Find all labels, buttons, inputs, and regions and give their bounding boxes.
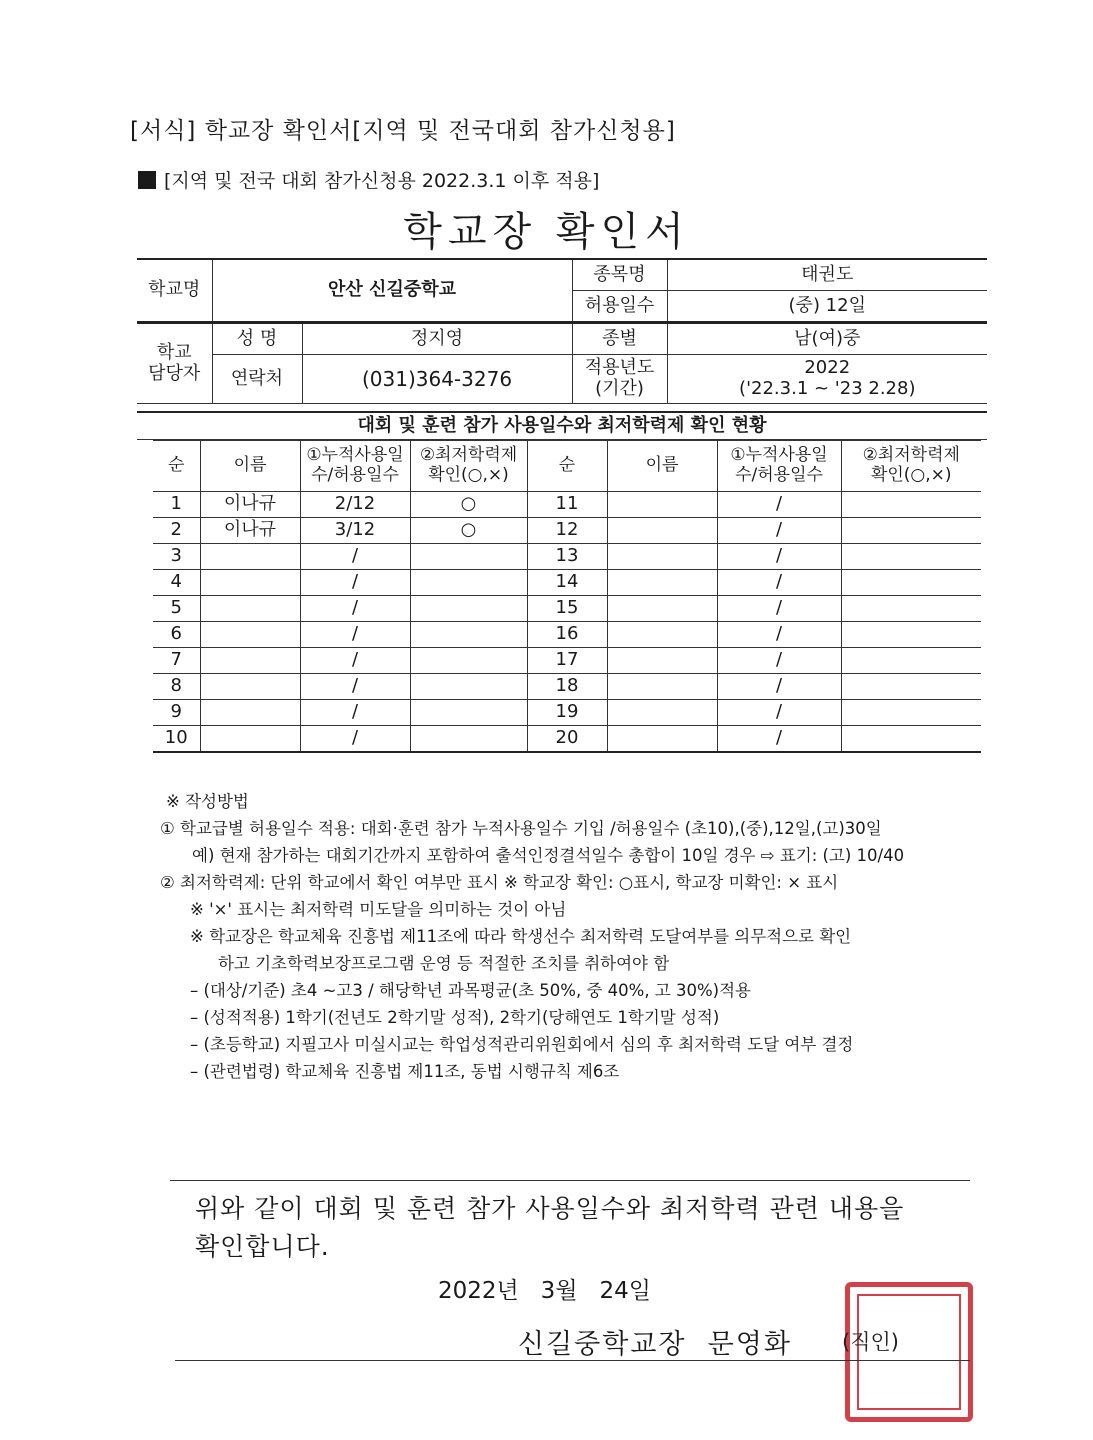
table-cell-name2 [607,648,717,674]
col-name: 이름 [200,441,300,492]
sub-title-text: [지역 및 전국 대회 참가신청용 2022.3.1 이후 적용] [164,170,600,192]
table-cell-days2: / [717,622,841,648]
table-cell-name [200,570,300,596]
table-row [153,570,981,596]
type-value: 남(여)중 [667,323,987,355]
table-cell-no2: 20 [527,726,607,753]
table-cell-days: / [300,726,410,753]
table-cell-no2: 14 [527,570,607,596]
confirm-date: 2022년 3월 24일 [438,1278,651,1304]
manager-label: 학교 담당자 [137,323,212,404]
table-cell-name [200,648,300,674]
sub-title [138,166,599,193]
roster-heading: 대회 및 훈련 참가 사용일수와 최저학력제 확인 현황 [137,411,987,440]
table-cell-no: 4 [153,570,200,596]
note-2-b: ※ 학교장은 학교체육 진흥법 제11조에 따라 학생선수 최저학력 도달여부를 의무적으로 확인 [190,927,852,946]
table-cell-check [410,596,527,622]
table-cell-days: / [300,596,410,622]
year-label: 적용년도 (기간) [572,355,667,404]
table-cell-days2: / [717,674,841,700]
table-cell-check2 [841,518,981,544]
table-cell-no2: 18 [527,674,607,700]
table-cell-days: / [300,674,410,700]
year-value: 2022 ('22.3.1 ~ '23 2.28) [667,355,987,404]
detail-3: – (초등학교) 지필고사 미실시교는 학업성적관리위원회에서 심의 후 최저학력 도달 여부 결정 [190,1035,854,1054]
roster-header-row [153,441,981,492]
table-cell-days2: / [717,570,841,596]
table-cell-name [200,622,300,648]
table-cell-name2 [607,700,717,726]
table-cell-check2 [841,674,981,700]
table-cell-days2: / [717,648,841,674]
table-cell-check [410,674,527,700]
table-row [153,596,981,622]
table-cell-check2 [841,622,981,648]
table-cell-no: 1 [153,492,200,518]
confirm-line-1: 위와 같이 대회 및 훈련 참가 사용일수와 최저학력 관련 내용을 [195,1194,905,1223]
table-cell-name2 [607,596,717,622]
info-table [137,258,987,404]
divider-top [170,1180,970,1181]
col-days: ①누적사용일 수/허용일수 [300,441,410,492]
table-cell-name2 [607,726,717,753]
table-cell-name: 이나규 [200,492,300,518]
table-cell-name [200,596,300,622]
table-cell-days: 3/12 [300,518,410,544]
contact-label: 연락처 [212,355,302,404]
table-cell-name: 이나규 [200,518,300,544]
table-cell-days2: / [717,700,841,726]
table-cell-check [410,622,527,648]
school-value: 안산 신길중학교 [212,259,572,323]
table-cell-no: 3 [153,544,200,570]
note-1: ① 학교급별 허용일수 적용: 대회·훈련 참가 누적사용일수 기입 /허용일수 (초10),(중),12일,(고)30일 [160,819,882,838]
table-row [153,518,981,544]
col-no: 순 [153,441,200,492]
table-cell-check2 [841,596,981,622]
table-cell-name2 [607,622,717,648]
note-1-example: 예) 현재 참가하는 대회기간까지 포함하여 출석인정결석일수 총합이 10일 경우 ⇨ 표기: (고) 10/40 [192,846,905,865]
table-row [153,726,981,753]
table-cell-no2: 17 [527,648,607,674]
table-cell-check2 [841,544,981,570]
table-cell-days2: / [717,518,841,544]
table-row [153,674,981,700]
school-label: 학교명 [137,259,212,323]
table-cell-no: 8 [153,674,200,700]
seal-note: (직인) [842,1330,899,1354]
notes [160,788,975,1085]
detail-4: – (관련법령) 학교체육 진흥법 제11조, 동법 시행규칙 제6조 [190,1062,620,1081]
table-cell-check [410,544,527,570]
table-cell-check2 [841,492,981,518]
table-cell-check2 [841,648,981,674]
table-cell-no2: 13 [527,544,607,570]
table-cell-days: / [300,544,410,570]
table-cell-name2 [607,492,717,518]
table-row [153,700,981,726]
col-no-2: 순 [527,441,607,492]
table-row [153,648,981,674]
name-label: 성 명 [212,323,302,355]
table-cell-name [200,726,300,753]
days-value: (중) 12일 [667,291,987,323]
table-cell-check [410,570,527,596]
signer: 신길중학교장 문영화 [518,1329,792,1360]
table-cell-days: / [300,700,410,726]
table-cell-no2: 11 [527,492,607,518]
table-cell-check [410,726,527,753]
table-cell-no2: 19 [527,700,607,726]
table-cell-days: / [300,622,410,648]
event-label: 종목명 [572,259,667,291]
table-cell-name2 [607,544,717,570]
contact-value: (031)364-3276 [302,355,572,404]
table-cell-check [410,700,527,726]
table-cell-check: ○ [410,492,527,518]
divider-bottom [175,1360,970,1361]
table-cell-name2 [607,674,717,700]
table-cell-no: 9 [153,700,200,726]
col-check: ②최저학력제 확인(○,×) [410,441,527,492]
note-2-b2: 하고 기초학력보장프로그램 운영 등 적절한 조치를 취하여야 함 [218,954,670,973]
table-cell-check [410,648,527,674]
days-label: 허용일수 [572,291,667,323]
table-row [153,544,981,570]
table-cell-check2 [841,570,981,596]
event-value: 태권도 [667,259,987,291]
table-cell-no: 10 [153,726,200,753]
table-cell-name2 [607,518,717,544]
table-row [153,492,981,518]
square-bullet-icon [138,171,156,189]
table-cell-days: 2/12 [300,492,410,518]
col-days-2: ①누적사용일 수/허용일수 [717,441,841,492]
notes-title: ※ 작성방법 [166,792,249,811]
table-cell-name [200,674,300,700]
table-cell-no2: 15 [527,596,607,622]
table-cell-days2: / [717,544,841,570]
col-check-2: ②최저학력제 확인(○,×) [841,441,981,492]
table-cell-days2: / [717,492,841,518]
detail-2: – (성적적용) 1학기(전년도 2학기말 성적), 2학기(당해연도 1학기말 성적) [190,1008,720,1027]
table-cell-days: / [300,648,410,674]
table-cell-check2 [841,700,981,726]
table-cell-no: 5 [153,596,200,622]
page-title: 학교장 확인서 [403,209,690,255]
col-name-2: 이름 [607,441,717,492]
confirm-line-2: 확인합니다. [195,1232,330,1261]
table-cell-days2: / [717,596,841,622]
note-2: ② 최저학력제: 단위 학교에서 확인 여부만 표시 ※ 학교장 확인: ○표시, 학교장 미확인: × 표시 [160,873,839,892]
note-2-a: ※ '×' 표시는 최저학력 미도달을 의미하는 것이 아님 [190,900,567,919]
confirm-statement [195,1190,955,1266]
table-cell-no: 7 [153,648,200,674]
table-cell-days2: / [717,726,841,753]
detail-1: – (대상/기준) 초4 ~고3 / 해당학년 과목평균(초 50%, 중 40%, 고 30%)적용 [190,981,751,1000]
name-value: 정지영 [302,323,572,355]
table-cell-check: ○ [410,518,527,544]
table-cell-name2 [607,570,717,596]
table-cell-no2: 12 [527,518,607,544]
table-cell-no2: 16 [527,622,607,648]
table-row [153,622,981,648]
table-cell-no: 6 [153,622,200,648]
roster-body [153,441,981,753]
type-label: 종별 [572,323,667,355]
table-cell-check2 [841,726,981,753]
roster-table [153,440,981,753]
table-cell-name [200,700,300,726]
table-cell-no: 2 [153,518,200,544]
table-cell-name [200,544,300,570]
form-title: [서식] 학교장 확인서[지역 및 전국대회 참가신청용] [130,118,676,144]
table-cell-days: / [300,570,410,596]
